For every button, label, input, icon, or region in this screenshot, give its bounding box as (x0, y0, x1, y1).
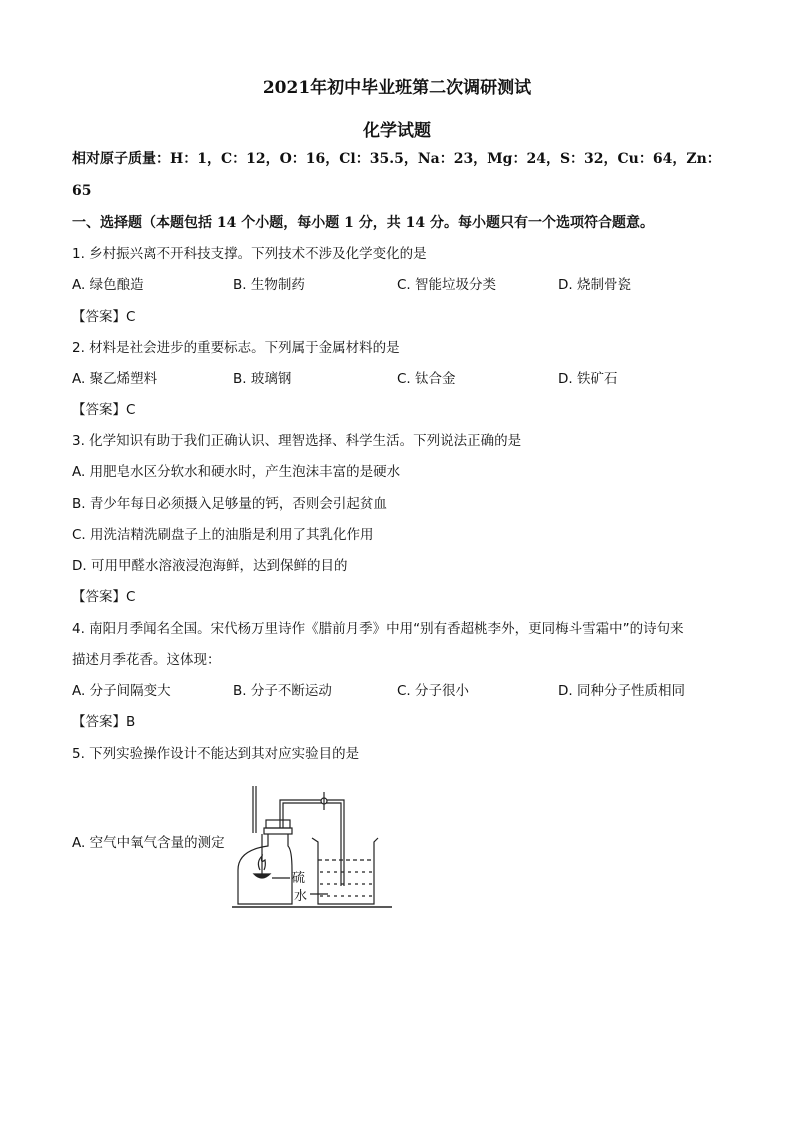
apparatus-diagram (232, 786, 402, 912)
atomic-mass-line2: 65 (72, 183, 92, 199)
label-sulfur: 硫 (292, 871, 306, 886)
question-1-option-a: A. 绿色酿造 (72, 277, 144, 293)
question-4-answer: 【答案】B (72, 714, 136, 730)
question-4-option-a: A. 分子间隔变大 (72, 683, 171, 699)
question-4-option-b: B. 分子不断运动 (233, 683, 332, 699)
stopper (266, 820, 290, 828)
question-1-option-b: B. 生物制药 (233, 277, 305, 293)
question-1-option-c: C. 智能垃圾分类 (397, 277, 497, 293)
question-1-answer: 【答案】C (72, 309, 136, 325)
question-2-option-d: D. 铁矿石 (558, 371, 618, 387)
question-5-option-a: A. 空气中氧气含量的测定 (72, 835, 225, 851)
question-4-option-d: D. 同种分子性质相同 (558, 683, 685, 699)
question-2-option-a: A. 聚乙烯塑料 (72, 371, 158, 387)
delivery-tube (280, 800, 344, 886)
question-3-option-b: B. 青少年每日必须摄入足够量的钙，否则会引起贫血 (72, 496, 387, 512)
question-1-stem: 1. 乡村振兴离不开科技支撑。下列技术不涉及化学变化的是 (72, 246, 427, 262)
exam-subtitle: 化学试题 (363, 121, 431, 141)
exam-title: 2021年初中毕业班第二次调研测试 (262, 78, 532, 98)
section-heading: 一、选择题（本题包括 14 个小题，每小题 1 分，共 14 分。每小题只有一个选项符合题意。 (72, 215, 654, 231)
question-5-stem: 5. 下列实验操作设计不能达到其对应实验目的是 (72, 746, 360, 762)
question-4-stem: 4. 南阳月季闻名全国。宋代杨万里诗作《腊前月季》中用“别有香超桃李外，更同梅斗雪霜中”的诗句来 (72, 621, 684, 637)
question-2-answer: 【答案】C (72, 402, 136, 418)
label-water: 水 (294, 889, 308, 904)
question-4-option-c: C. 分子很小 (397, 683, 470, 699)
question-3-option-c: C. 用洗洁精洗刷盘子上的油脂是利用了其乳化作用 (72, 527, 374, 543)
question-3-stem: 3. 化学知识有助于我们正确认识、理智选择、科学生活。下列说法正确的是 (72, 433, 522, 449)
question-1-option-d: D. 烧制骨瓷 (558, 277, 631, 293)
question-4-stem-cont: 描述月季花香。这体现： (72, 652, 221, 668)
question-3-option-a: A. 用肥皂水区分软水和硬水时，产生泡沫丰富的是硬水 (72, 464, 401, 480)
question-3-answer: 【答案】C (72, 589, 136, 605)
question-3-option-d: D. 可用甲醛水溶液浸泡海鲜，达到保鲜的目的 (72, 558, 348, 574)
atomic-mass-line1: 相对原子质量：H：1，C：12，O：16，Cl：35.5，Na：23，Mg：24，S：32，Cu：64，Zn： (72, 151, 721, 167)
question-2-option-b: B. 玻璃钢 (233, 371, 292, 387)
question-2-stem: 2. 材料是社会进步的重要标志。下列属于金属材料的是 (72, 340, 400, 356)
question-2-option-c: C. 钛合金 (397, 371, 456, 387)
